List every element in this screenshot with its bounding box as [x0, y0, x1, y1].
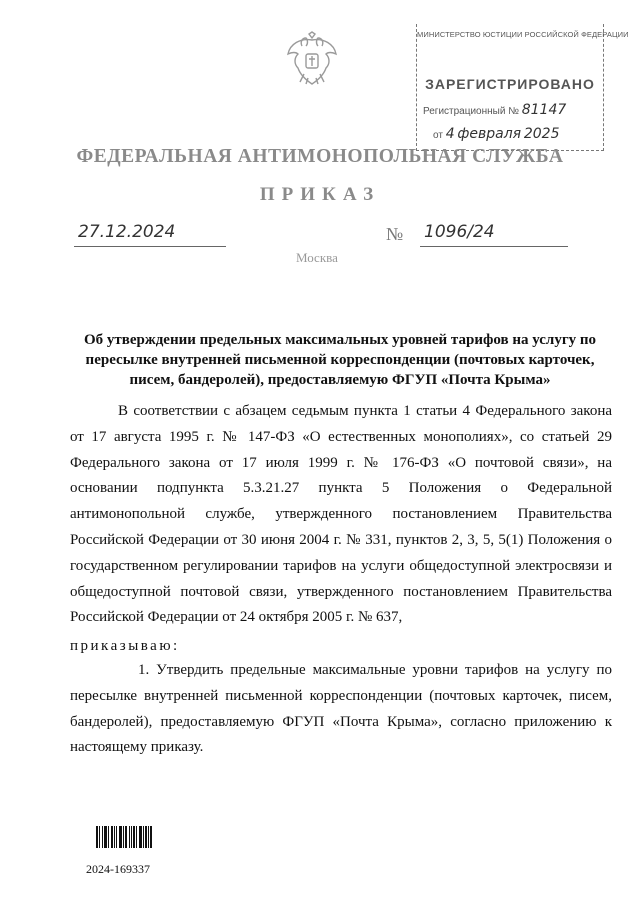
- order-number: 1096/24: [424, 222, 495, 242]
- registration-stamp: [416, 24, 629, 151]
- stamp-date-year: 2025: [523, 126, 560, 142]
- number-sign: №: [386, 224, 404, 244]
- stamp-date-line: [433, 126, 560, 142]
- preamble-paragraph: В соответствии с абзацем седьмым пункта 1 статьи 4 Федерального закона от 17 августа 1995 г. № 147-ФЗ «О естественных монополиях», со статьей 29 Федерального закона от 17 июля 1999 г. № 176-ФЗ «О почтовой связи», на основании подпункта 5.3.21.27 пункта 5 Положения о Федеральной антимонопольной службе, утвержденного постановлением Правительства Российской Федерации от 30 июня 2004 г. № 331, пунктов 2, 3, 5, 5(1) Положения о государственном регулировании тарифов на услуги общедоступной электросвязи и общедоступной почтовой связи, утвержденного постановлением Правительства Российской Федерации от 24 октября 2005 г. № 637,: [70, 403, 612, 626]
- stamp-registration-number: 81147: [521, 102, 567, 118]
- stamp-registration-line: [423, 102, 566, 118]
- city: Москва: [296, 250, 338, 265]
- agency-name: ФЕДЕРАЛЬНАЯ АНТИМОНОПОЛЬНАЯ СЛУЖБА: [76, 146, 564, 167]
- stamp-registered-label: ЗАРЕГИСТРИРОВАНО: [425, 76, 595, 92]
- stamp-date-day: 4: [445, 126, 455, 142]
- item-1-paragraph: 1. Утвердить предельные максимальные уровни тарифов на услугу по пересылке внутренней письменной корреспонденции (почтовых карточек, писем, бандеролей), предоставляемую ФГУП «Почта Крыма», согласно приложению к настоящему приказу.: [70, 662, 612, 756]
- document-title: Об утверждении предельных максимальных уровней тарифов на услугу по пересылке внутренней письменной корреспонденции (почтовых карточек, писем, бандеролей), предоставляемую ФГУП «Почта Крыма»: [83, 332, 597, 388]
- barcode: [96, 826, 158, 848]
- order-word: приказываю:: [70, 638, 180, 654]
- barcode-number: 2024-169337: [86, 862, 150, 876]
- document-type: ПРИКАЗ: [259, 184, 381, 205]
- stamp-date-prefix: от: [433, 130, 443, 141]
- stamp-ministry-name: МИНИСТЕРСТВО ЮСТИЦИИ РОССИЙСКОЙ ФЕДЕРАЦИИ: [417, 30, 629, 39]
- order-date: 27.12.2024: [78, 222, 176, 242]
- order-number-field: [420, 222, 568, 247]
- stamp-date-month: февраля: [457, 126, 522, 142]
- order-date-field: [74, 222, 226, 247]
- coat-of-arms-emblem: [282, 30, 342, 90]
- stamp-registration-label: Регистрационный №: [423, 106, 519, 117]
